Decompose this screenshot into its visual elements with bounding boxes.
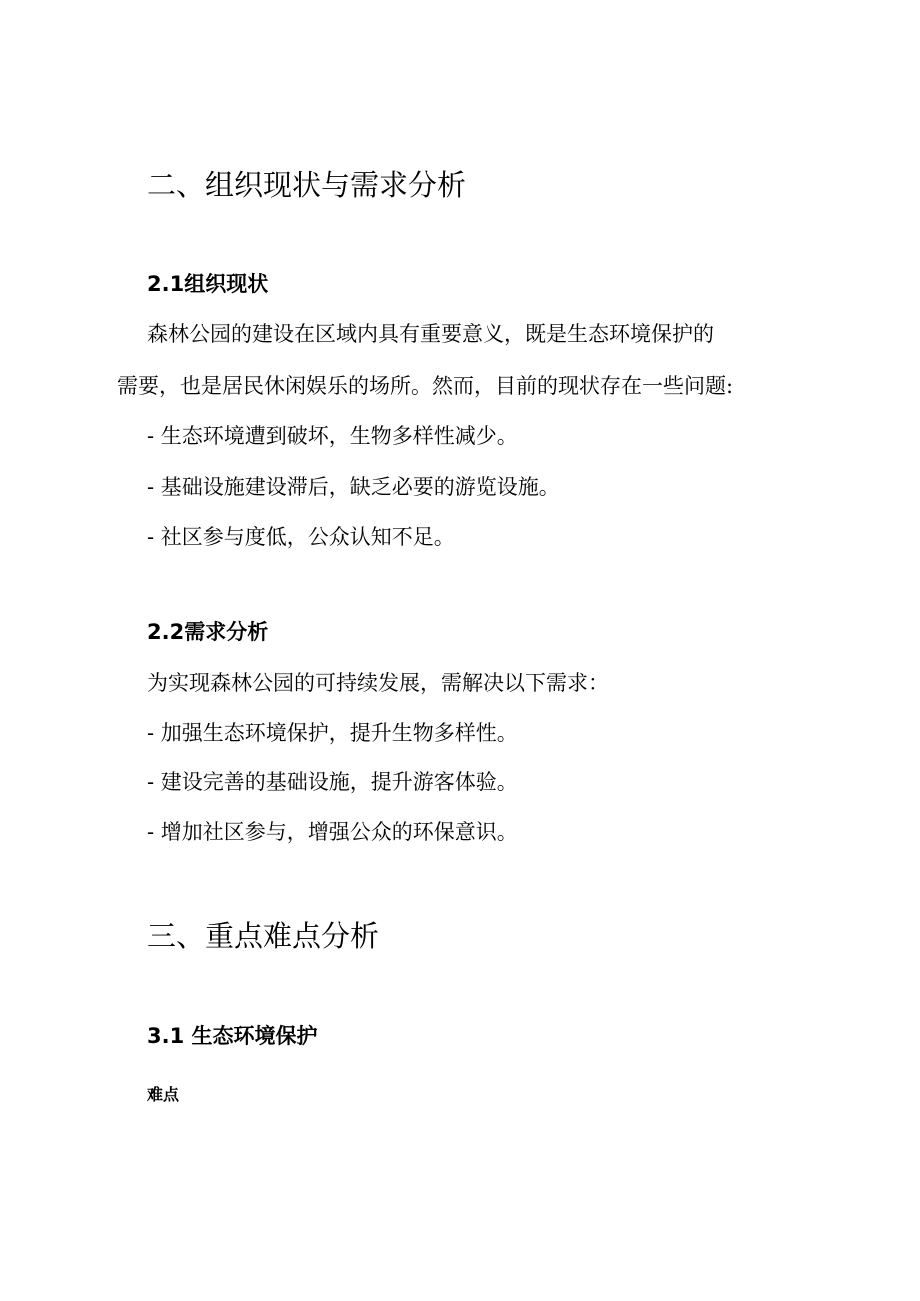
paragraph-line: 森林公园的建设在区域内具有重要意义，既是生态环境保护的 bbox=[147, 322, 714, 346]
section-heading-3: 三、重点难点分析 bbox=[147, 919, 380, 953]
list-item: - 基础设施建设滞后，缺乏必要的游览设施。 bbox=[147, 475, 560, 499]
list-item: - 建设完善的基础设施，提升游客体验。 bbox=[147, 770, 518, 794]
list-item: - 生态环境遭到破坏，生物多样性减少。 bbox=[147, 424, 518, 448]
label-difficulty: 难点 bbox=[147, 1085, 180, 1104]
section-heading-2: 二、组织现状与需求分析 bbox=[147, 168, 467, 202]
list-item: - 社区参与度低，公众认知不足。 bbox=[147, 525, 455, 549]
subsection-heading-2-1: 2.1组织现状 bbox=[147, 272, 269, 296]
subsection-heading-2-2: 2.2需求分析 bbox=[147, 620, 269, 644]
list-item: - 加强生态环境保护，提升生物多样性。 bbox=[147, 721, 518, 745]
subsection-heading-3-1: 3.1 生态环境保护 bbox=[147, 1024, 318, 1048]
list-item: - 增加社区参与，增强公众的环保意识。 bbox=[147, 820, 518, 844]
paragraph-line: 为实现森林公园的可持续发展，需解决以下需求： bbox=[147, 671, 609, 695]
paragraph-line: 需要，也是居民休闲娱乐的场所。然而，目前的现状存在一些问题: bbox=[117, 374, 734, 398]
